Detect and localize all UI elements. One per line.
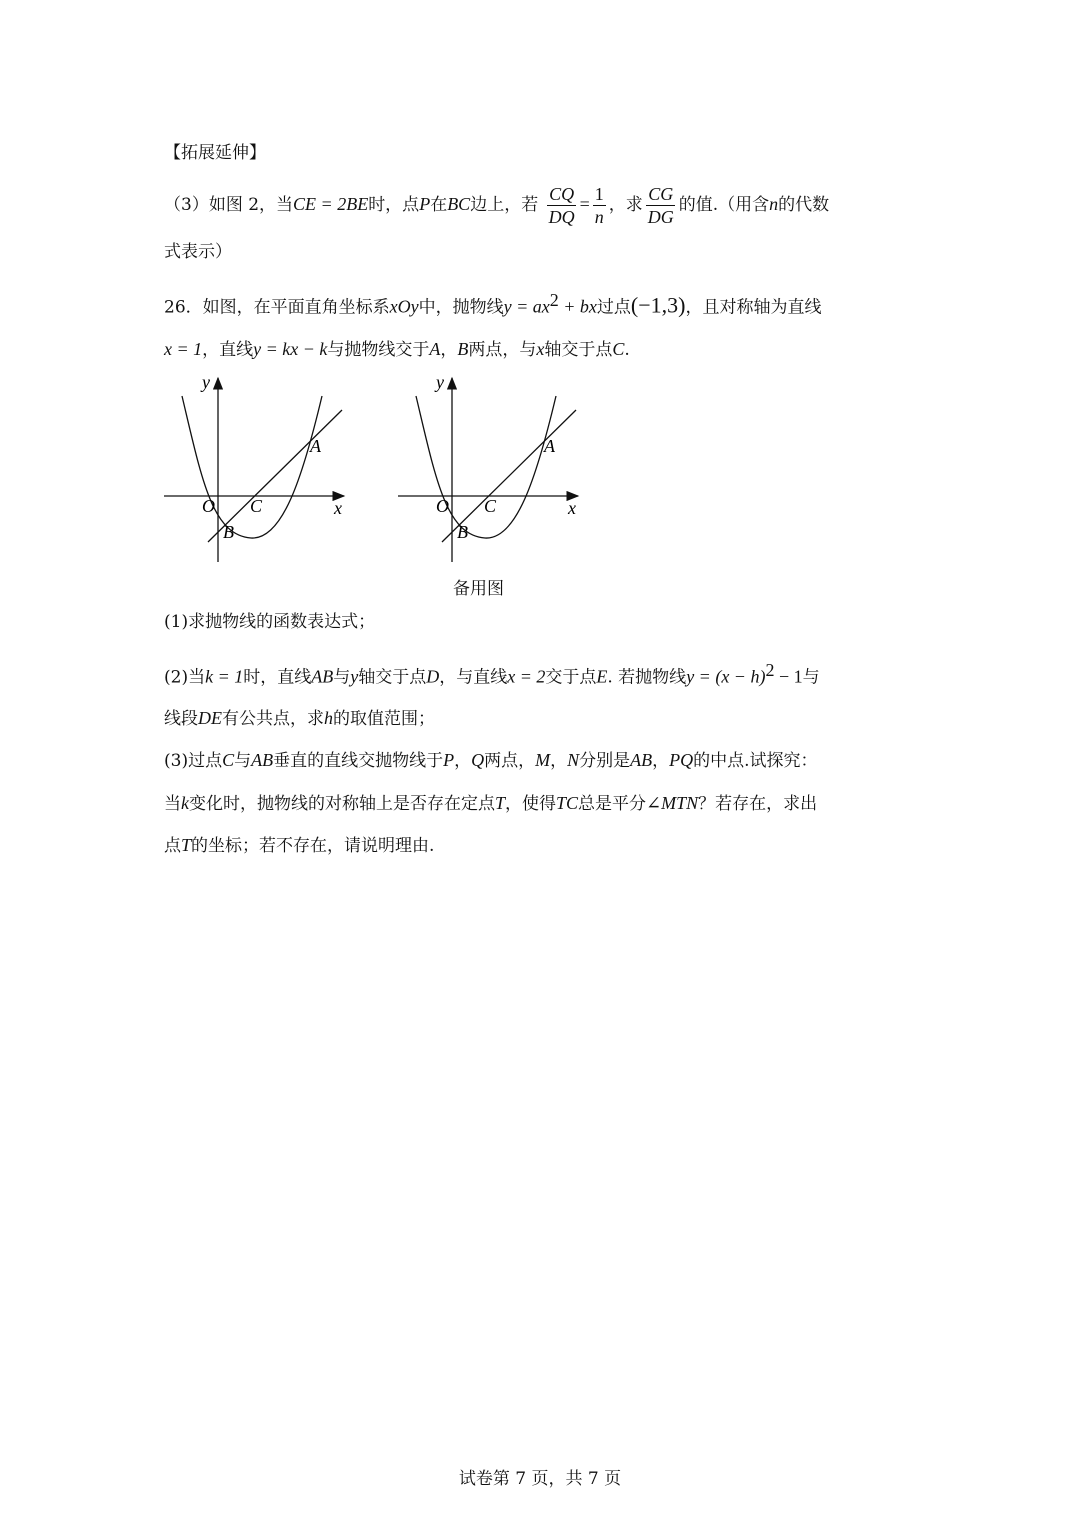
x-axis-label: x: [334, 498, 342, 518]
part-2-line-1: (2)当k = 1时，直线AB与y轴交于点D，与直线x = 2交于点E. 若抛物线$y = (x - h)^2 - 1$与: [164, 660, 820, 688]
y-axis-label: y: [202, 372, 210, 392]
parabola-curve: [182, 396, 322, 538]
question-26-line-2: x = 1，直线y = kx − k与抛物线交于A，B两点，与x轴交于点C.: [164, 339, 630, 360]
part-2-line-2: 线段DE有公共点，求h的取值范围；: [164, 708, 435, 729]
graph-spare: [396, 370, 586, 566]
part-1: (1)求抛物线的函数表达式；: [164, 612, 376, 632]
point-b-label: B: [223, 522, 234, 542]
point-b-label: B: [457, 522, 468, 542]
point-a-label: A: [544, 436, 555, 456]
section-header: 【拓展延伸】: [164, 143, 266, 163]
point-c-label: C: [484, 496, 497, 516]
part-3-line-1: (3)过点C与AB垂直的直线交抛物线于P，Q两点，M，N分别是AB，PQ的中点.试探究：: [164, 750, 818, 771]
question-3-line-1: （3）如图 2，当CE = 2BE时，点P在BC边上，若 $\frac{CQ}{DQ}$ = $\frac{1}{n}$ ，求 $\frac{CG}{DG}$ 的值.（用含n的代数: [164, 184, 830, 227]
question-3-line-2: 式表示）: [164, 242, 232, 262]
point-c-label: C: [250, 496, 263, 516]
fraction-cq-dq: $\frac{CQ}{DQ}$: [548, 184, 575, 227]
origin-label: O: [436, 496, 449, 516]
parabola-curve: [416, 396, 556, 538]
point-a-label: A: [310, 436, 321, 456]
figure-caption: 备用图: [453, 579, 504, 599]
page-footer: 试卷第 7 页，共 7 页: [458, 1469, 622, 1489]
graph-main: [162, 370, 352, 566]
y-axis-label: y: [436, 372, 444, 392]
x-axis-label: x: [568, 498, 576, 518]
question-26-line-1: 26．如图，在平面直角坐标系xOy中，抛物线$y = ax^2$ + bx过点(−1,3)，且对称轴为直线: [164, 290, 822, 318]
fraction-1-n: $\frac{1}{n}$: [594, 184, 604, 227]
part-3-line-3: 点T的坐标；若不存在，请说明理由.: [164, 835, 435, 856]
part-3-line-2: 当k变化时，抛物线的对称轴上是否存在定点T，使得TC总是平分∠MTN？若存在，求出: [164, 793, 818, 814]
fraction-cg-dg: $\frac{CG}{DG}$: [647, 184, 674, 227]
origin-label: O: [202, 496, 215, 516]
